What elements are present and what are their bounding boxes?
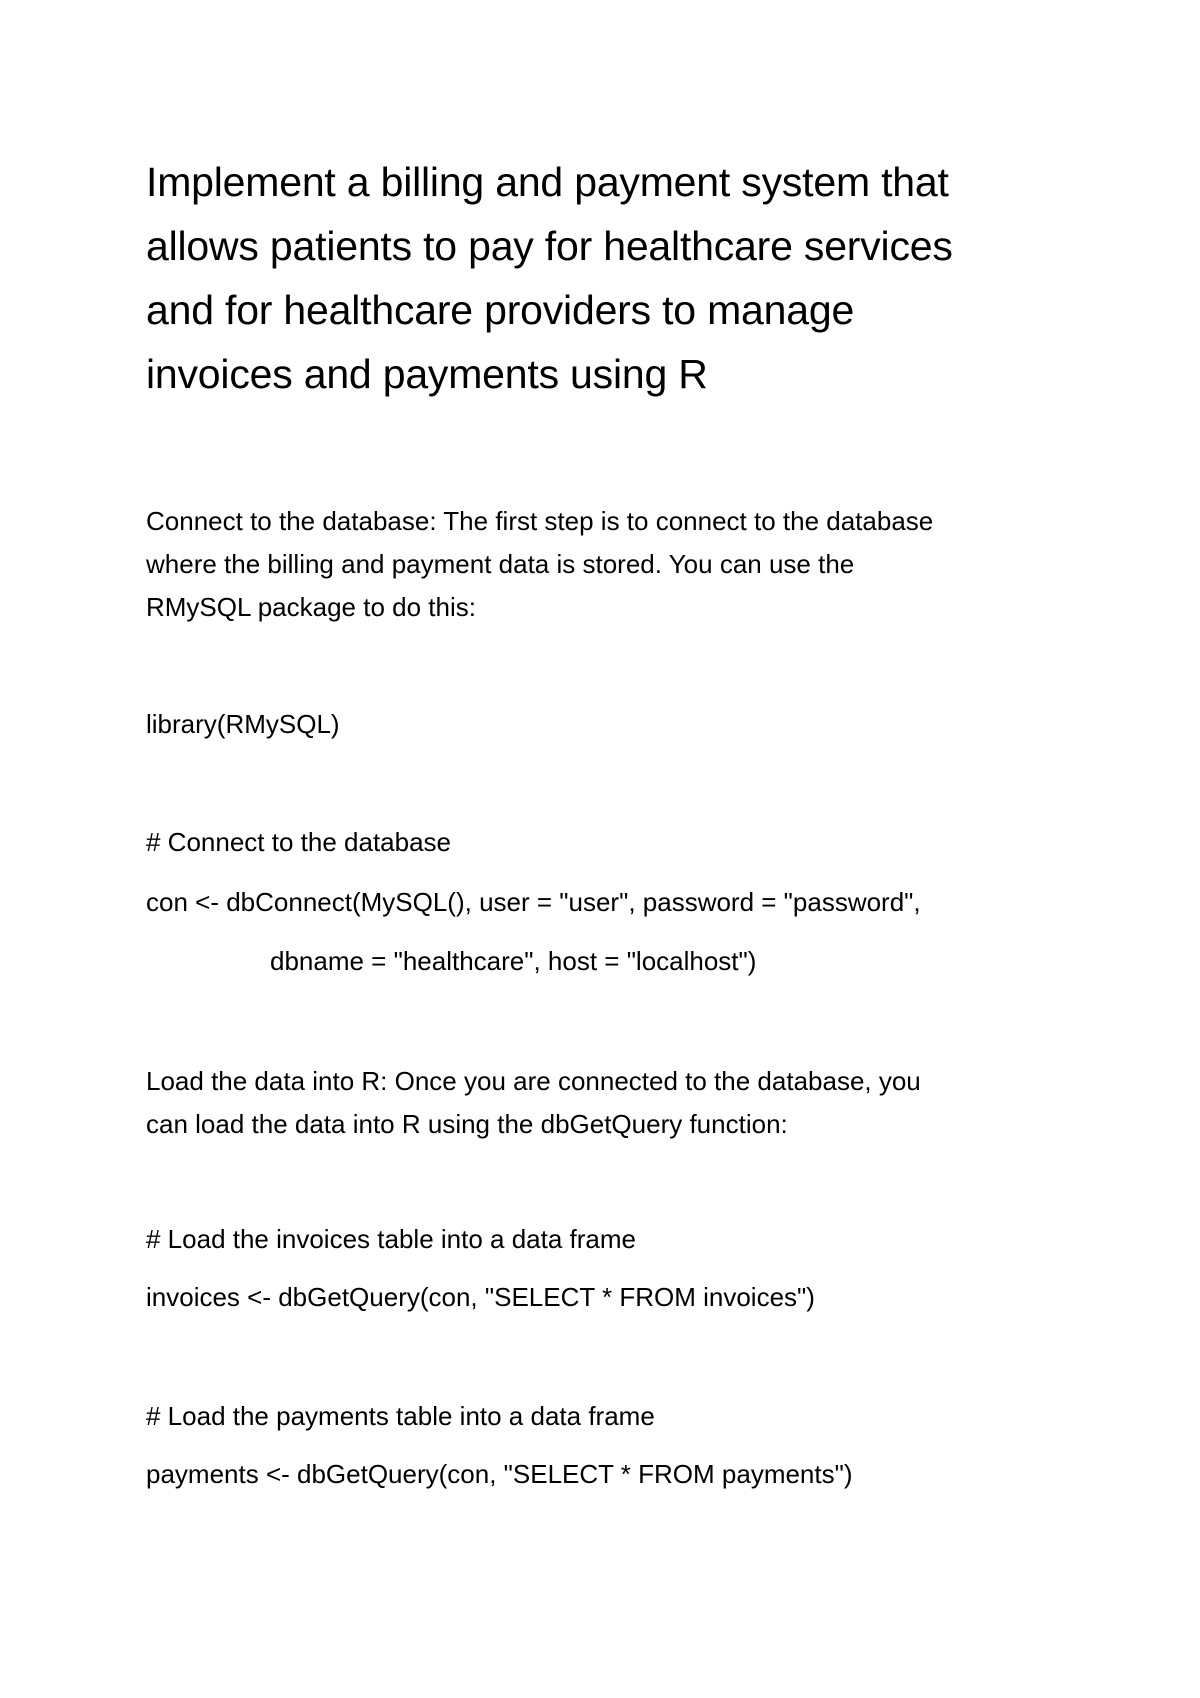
paragraph-line: where the billing and payment data is stored. You can use the	[146, 549, 855, 579]
title-line: invoices and payments using R	[146, 351, 708, 397]
paragraph-line: Connect to the database: The first step is to connect to the database	[146, 506, 934, 536]
comment-invoices: # Load the invoices table into a data frame	[146, 1224, 636, 1254]
intro-paragraph	[146, 500, 1106, 629]
code-connect-line-1: con <- dbConnect(MySQL(), user = "user", password = "password",	[146, 887, 921, 917]
paragraph-line: Load the data into R: Once you are connected to the database, you	[146, 1066, 921, 1096]
paragraph-line: can load the data into R using the dbGetQuery function:	[146, 1109, 788, 1139]
paragraph-line: RMySQL package to do this:	[146, 592, 476, 622]
code-connect-line-2: dbname = "healthcare", host = "localhost")	[270, 946, 757, 976]
comment-connect: # Connect to the database	[146, 827, 452, 857]
load-paragraph	[146, 1060, 1106, 1146]
comment-payments: # Load the payments table into a data frame	[146, 1401, 655, 1431]
title-line: allows patients to pay for healthcare services	[146, 223, 953, 269]
code-payments: payments <- dbGetQuery(con, "SELECT * FROM payments")	[146, 1459, 853, 1489]
code-invoices: invoices <- dbGetQuery(con, "SELECT * FROM invoices")	[146, 1282, 815, 1312]
document-title	[146, 150, 1106, 406]
title-line: and for healthcare providers to manage	[146, 287, 855, 333]
code-library: library(RMySQL)	[146, 709, 340, 739]
title-line: Implement a billing and payment system that	[146, 159, 949, 205]
